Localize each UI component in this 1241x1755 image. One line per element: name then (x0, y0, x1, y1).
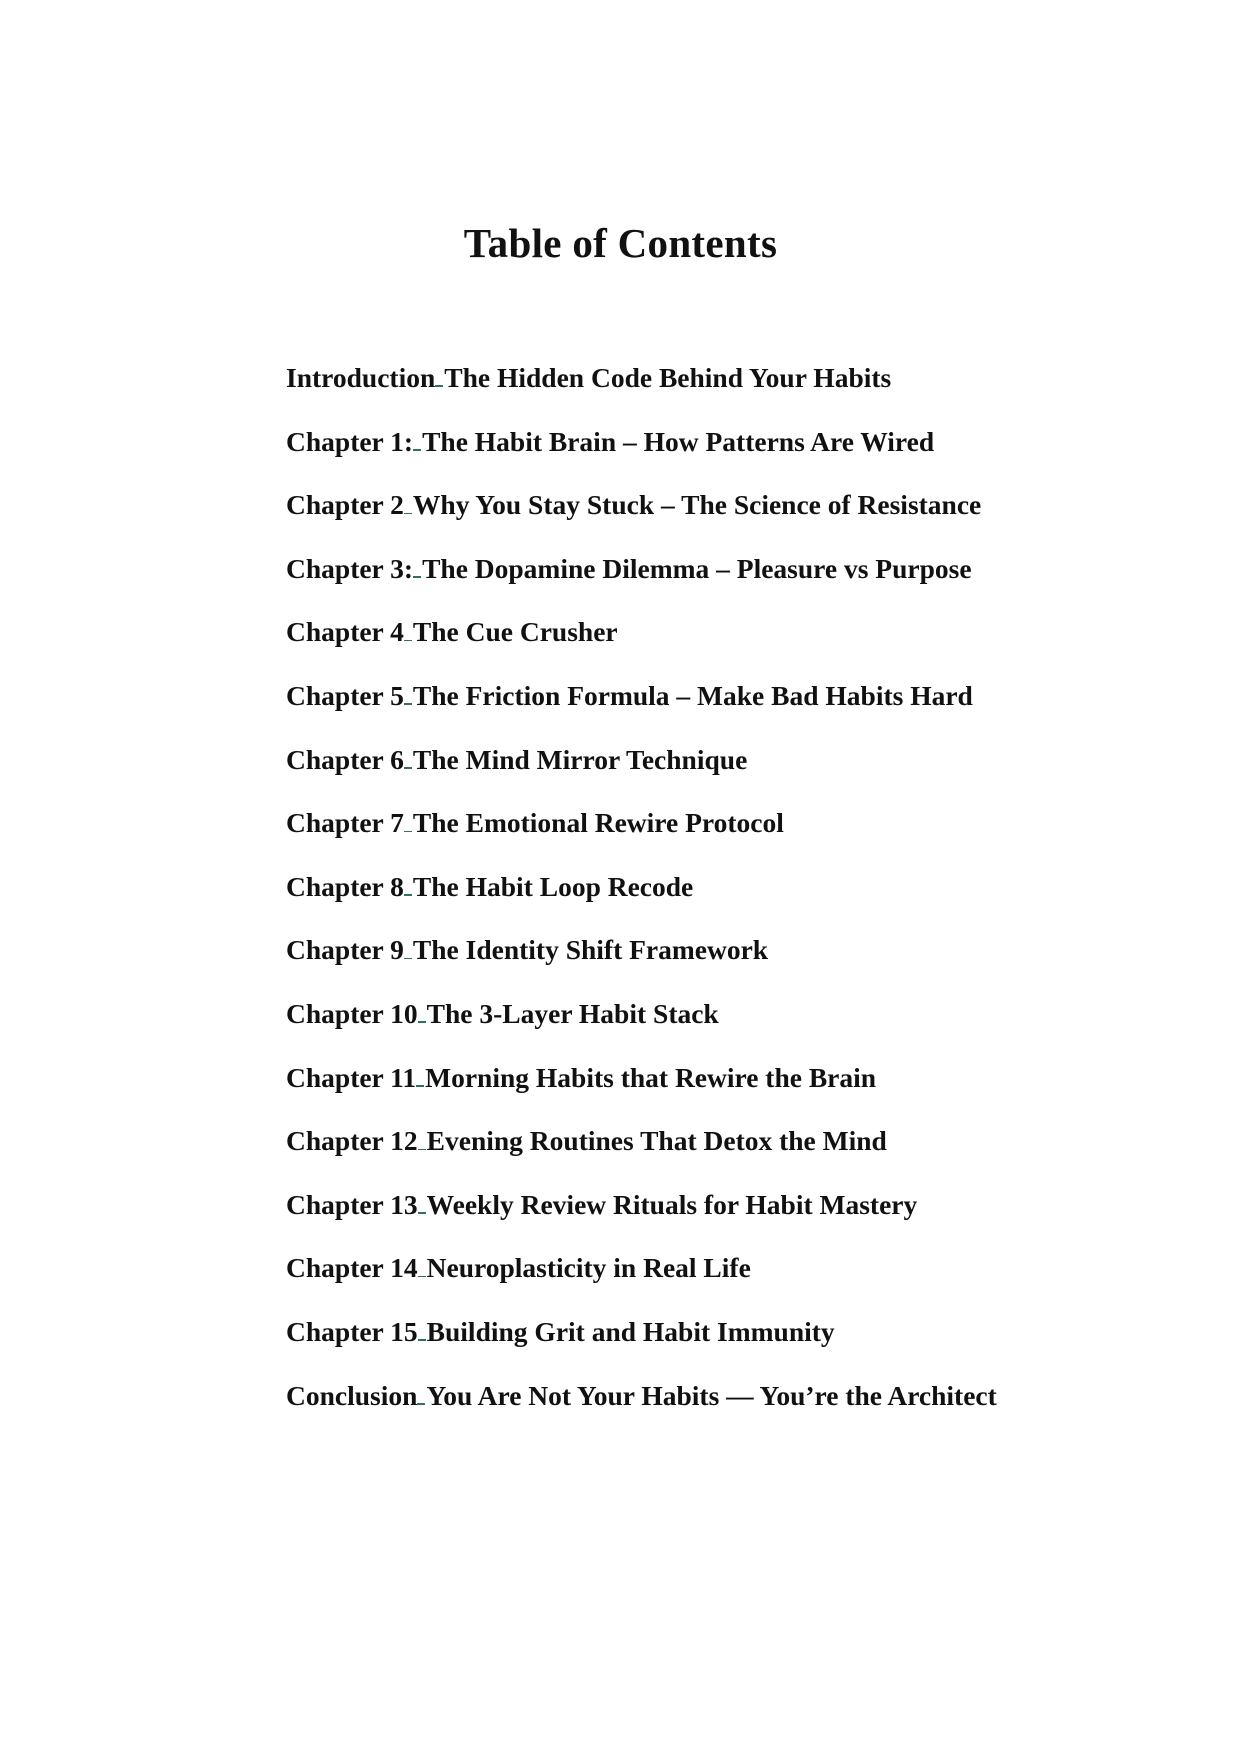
toc-entry[interactable] (286, 867, 997, 931)
toc-entry[interactable] (286, 358, 997, 422)
separator-mark (418, 1276, 426, 1278)
toc-entry-title: Morning Habits that Rewire the Brain (425, 1061, 877, 1093)
separator-mark (416, 1085, 424, 1087)
separator-mark (413, 449, 421, 451)
toc-entry-label: Chapter 13 (286, 1188, 418, 1220)
toc-entry-title: Weekly Review Rituals for Habit Mastery (426, 1188, 918, 1220)
toc-entry[interactable] (286, 930, 997, 994)
toc-entry-label: Chapter 7 (286, 807, 404, 839)
separator-mark (418, 1339, 426, 1341)
toc-entry[interactable] (286, 1058, 997, 1122)
toc-entry-label: Chapter 8 (286, 870, 404, 902)
separator-mark (404, 640, 412, 642)
toc-entry-label: Chapter 1: (286, 425, 414, 457)
toc-entry[interactable] (286, 422, 997, 486)
toc-entry-label: Chapter 4 (286, 616, 404, 648)
separator-mark (404, 831, 412, 833)
separator-mark (417, 1403, 425, 1405)
separator-mark (404, 513, 412, 515)
toc-entry-title: The Friction Formula – Make Bad Habits Hard (412, 679, 973, 711)
toc-entry[interactable] (286, 1248, 997, 1312)
toc-entry-title: The Hidden Code Behind Your Habits (444, 362, 892, 393)
toc-entry-title: Why You Stay Stuck – The Science of Resistance (412, 489, 982, 521)
toc-entry-label: Chapter 15 (286, 1315, 418, 1347)
toc-entry[interactable] (286, 1185, 997, 1249)
page-title: Table of Contents (463, 220, 778, 267)
toc-entry-title: The Mind Mirror Technique (412, 743, 748, 775)
toc-entry[interactable] (286, 485, 997, 549)
toc-entry-title: The Habit Loop Recode (412, 870, 694, 902)
toc-entry[interactable] (286, 803, 997, 867)
toc-entry-title: The Dopamine Dilemma – Pleasure vs Purpose (422, 552, 972, 584)
separator-mark (418, 1212, 426, 1214)
separator-mark (418, 1149, 426, 1151)
separator-mark (404, 703, 412, 705)
toc-list (286, 358, 997, 1439)
toc-entry-label: Chapter 5 (286, 679, 404, 711)
toc-entry-title: The Emotional Rewire Protocol (412, 807, 784, 839)
toc-entry-title: Neuroplasticity in Real Life (426, 1252, 751, 1284)
toc-entry-label: Introduction (286, 362, 436, 393)
toc-entry-label: Conclusion (286, 1379, 418, 1411)
toc-entry[interactable] (286, 549, 997, 613)
toc-entry-title: The 3-Layer Habit Stack (426, 997, 719, 1029)
toc-entry-label: Chapter 3: (286, 552, 414, 584)
toc-entry-label: Chapter 14 (286, 1252, 418, 1284)
toc-entry[interactable] (286, 676, 997, 740)
toc-entry-label: Chapter 12 (286, 1125, 418, 1157)
toc-entry[interactable] (286, 1376, 997, 1440)
toc-entry-label: Chapter 6 (286, 743, 404, 775)
toc-entry-label: Chapter 11 (286, 1061, 417, 1093)
toc-entry-title: Building Grit and Habit Immunity (426, 1315, 835, 1347)
separator-mark (435, 385, 443, 387)
toc-entry-title: The Habit Brain – How Patterns Are Wired (422, 425, 935, 457)
toc-entry-title: Evening Routines That Detox the Mind (426, 1125, 887, 1157)
separator-mark (404, 894, 412, 896)
separator-mark (404, 767, 412, 769)
toc-entry-label: Chapter 9 (286, 934, 404, 966)
toc-entry-title: The Identity Shift Framework (412, 934, 769, 966)
toc-entry-label: Chapter 10 (286, 997, 418, 1029)
toc-entry[interactable] (286, 1121, 997, 1185)
toc-entry[interactable] (286, 1312, 997, 1376)
separator-mark (418, 1021, 426, 1023)
toc-entry[interactable] (286, 994, 997, 1058)
toc-entry[interactable] (286, 612, 997, 676)
toc-entry-title: You Are Not Your Habits — You’re the Architect (426, 1379, 997, 1411)
separator-mark (413, 576, 421, 578)
toc-entry-title: The Cue Crusher (412, 616, 618, 648)
toc-entry[interactable] (286, 740, 997, 804)
toc-entry-label: Chapter 2 (286, 489, 404, 521)
separator-mark (404, 958, 412, 960)
